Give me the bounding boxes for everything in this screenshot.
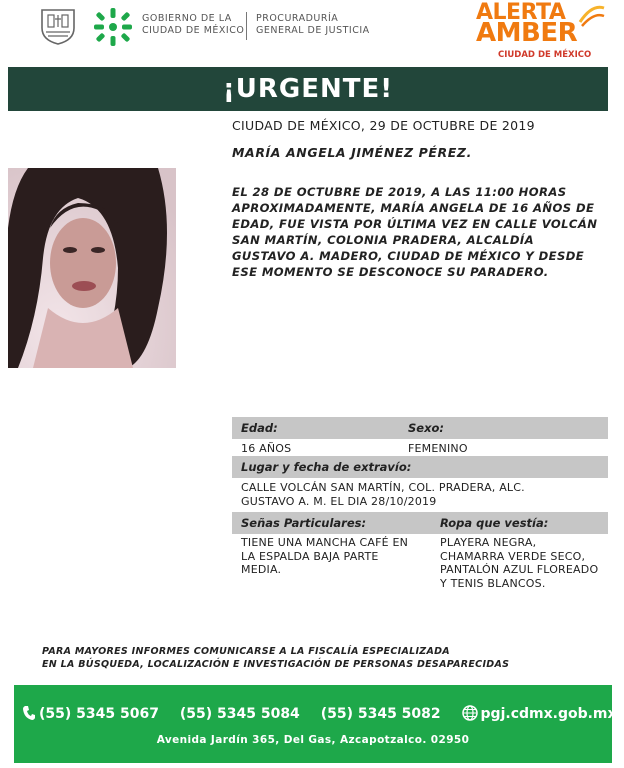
contact-footer [14,685,617,763]
narrative-line: GUSTAVO A. MADERO, CIUDAD DE MÉXICO Y DESDE [232,249,585,263]
urgent-banner: ¡URGENTE! [8,67,608,111]
government-line-1: GOBIERNO DE LA [142,13,232,24]
narrative-line: SAN MARTÍN, COLONIA PRADERA, ALCALDÍA [232,233,534,247]
government-label [142,13,244,37]
narrative-line: APROXIMADAMENTE, MARÍA ANGELA DE 16 AÑOS DE [232,201,595,215]
marks-label: Señas Particulares: [241,516,367,530]
marks-line: MEDIA. [241,563,282,576]
website-entry[interactable] [462,706,617,722]
marks-clothes-header [232,512,608,534]
phone-number-2[interactable]: (55) 5345 5084 [179,706,300,722]
clothes-line: PANTALÓN AZUL FLOREADO [440,563,599,576]
place-header [232,456,608,478]
narrative-line: ESE MOMENTO SE DESCONOCE SU PARADERO. [232,265,549,279]
phone-row [14,705,617,722]
phone-entry[interactable] [22,706,164,722]
place-value [241,481,525,508]
government-line-2: CIUDAD DE MÉXICO [142,25,245,36]
narrative-line: EL 28 DE OCTUBRE DE 2019, A LAS 11:00 HORAS [232,185,567,199]
phone-number-3[interactable]: (55) 5345 5082 [320,706,441,722]
amber-alert-logo [474,0,614,64]
prosecutor-label [256,13,370,37]
marks-line: TIENE UNA MANCHA CAFÉ EN [241,536,409,549]
age-value: 16 AÑOS [241,442,292,455]
amber-word: AMBER [476,18,578,48]
clothes-line: CHAMARRA VERDE SECO, [440,549,586,563]
marks-value [241,536,408,577]
clothes-value [440,536,598,590]
place-line-2: GUSTAVO A. M. EL DIA 28/10/2019 [241,494,437,508]
report-dateline: CIUDAD DE MÉXICO, 29 DE OCTUBRE DE 2019 [232,118,535,133]
clothes-line: PLAYERA NEGRA, [440,536,537,549]
amber-alert-word: ALERTA [476,0,566,25]
sex-label: Sexo: [408,421,444,435]
age-sex-header [232,417,608,439]
phone-number-1[interactable]: (55) 5345 5067 [39,706,159,722]
place-line-1: CALLE VOLCÁN SAN MARTÍN, COL. PRADERA, ALC. [241,481,525,494]
prosecutor-line-2: GENERAL DE JUSTICIA [256,25,370,36]
amber-city-label: CIUDAD DE MÉXICO [498,50,592,60]
globe-icon [462,705,478,721]
office-address: Avenida Jardín 365, Del Gas, Azcapotzalco. 02950 [156,734,470,746]
city-coat-of-arms-icon [38,6,78,46]
incident-narrative [232,184,610,280]
phone-icon [22,705,36,721]
place-label: Lugar y fecha de extravío: [241,460,412,474]
contact-note [42,645,509,671]
sex-value: FEMENINO [408,442,468,455]
narrative-line: EDAD, FUE VISTA POR ÚLTIMA VEZ EN CALLE VOLCÁN [232,217,598,231]
prosecutor-line-1: PROCURADURÍA [256,13,339,24]
marks-line: LA ESPALDA BAJA PARTE [241,549,379,563]
cdmx-logo-icon [92,6,134,48]
header-divider [246,12,247,40]
amber-swoosh-icon [578,2,606,28]
website-link[interactable]: pgj.cdmx.gob.mx [480,706,617,722]
note-line-1: PARA MAYORES INFORMES COMUNICARSE A LA FISCALÍA ESPECIALIZADA [42,646,450,657]
note-line-2: EN LA BÚSQUEDA, LOCALIZACIÓN E INVESTIGACIÓN DE PERSONAS DESAPARECIDAS [42,659,510,670]
clothes-label: Ropa que vestía: [440,516,549,530]
missing-person-name: MARÍA ANGELA JIMÉNEZ PÉREZ. [232,145,472,160]
missing-person-photo [8,168,176,368]
clothes-line: Y TENIS BLANCOS. [440,576,546,590]
age-label: Edad: [241,421,278,435]
